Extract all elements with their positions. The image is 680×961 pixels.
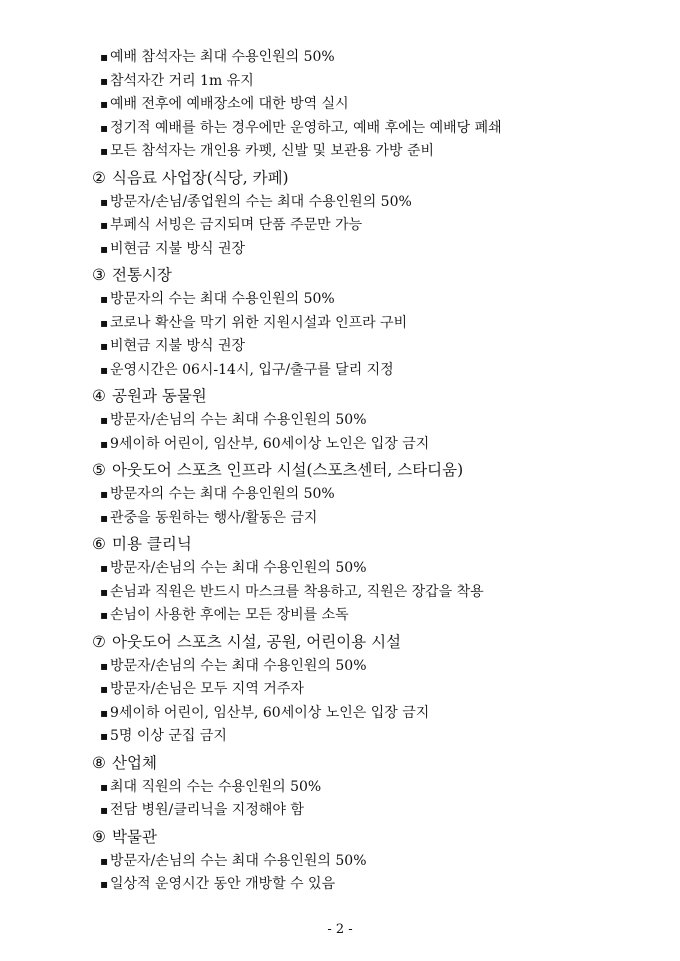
section-number: ④ (92, 387, 106, 405)
bullet-icon: ▪ (100, 436, 109, 451)
section-list-item (100, 485, 335, 503)
bullet-icon: ▪ (100, 339, 109, 353)
bullet-icon: ▪ (100, 413, 109, 427)
section-list-item (100, 240, 245, 258)
bullet-icon: ▪ (100, 362, 109, 377)
list-item-text: 방문자/손님은 모두 지역 거주자 (110, 681, 304, 697)
section-list-item (100, 361, 394, 379)
section-list-item (100, 606, 349, 624)
list-item-text: 비현금 지불 방식 권장 (110, 240, 246, 257)
intro-list-item (100, 119, 502, 137)
section-heading (92, 535, 192, 553)
section-title: 전통시장 (112, 266, 172, 284)
list-item-text: 모든 참석자는 개인용 카펫, 신발 및 보관용 가방 준비 (110, 143, 435, 159)
list-item-text: 예배 참석자는 최대 수용인원의 50% (110, 49, 335, 65)
section-number: ⑨ (92, 827, 106, 846)
bullet-icon: ▪ (100, 561, 109, 575)
bullet-icon: ▪ (100, 729, 109, 743)
section-heading (92, 633, 401, 651)
bullet-icon: ▪ (100, 487, 109, 501)
list-item-text: 참석자간 거리 1m 유지 (110, 72, 254, 89)
list-item-text: 예배 전후에 예배장소에 대한 방역 실시 (110, 96, 349, 112)
list-item-text: 9세이하 어린이, 임산부, 60세이상 노인은 입장 금지 (110, 704, 430, 721)
section-list-item (100, 583, 484, 601)
section-heading (92, 266, 172, 284)
section-number: ② (92, 168, 106, 187)
list-item-text: 방문자의 수는 최대 수용인원의 50% (110, 291, 335, 307)
list-item-text: 방문자/손님/종업원의 수는 최대 수용인원의 50% (110, 193, 412, 210)
bullet-icon: ▪ (100, 73, 109, 88)
list-item-text: 손님과 직원은 반드시 마스크를 착용하고, 직원은 장갑을 착용 (110, 583, 484, 600)
bullet-icon: ▪ (100, 608, 109, 622)
list-item-text: 전담 병원/클리닉을 지정해야 함 (110, 802, 304, 818)
section-heading (92, 461, 463, 479)
bullet-icon: ▪ (100, 120, 109, 135)
list-item-text: 비현금 지불 방식 권장 (110, 338, 246, 354)
section-list-item (100, 727, 227, 745)
section-list-item (100, 559, 367, 577)
section-title: 식음료 사업장(식당, 카페) (112, 168, 289, 187)
bullet-icon: ▪ (100, 803, 109, 817)
section-title: 산업체 (112, 753, 157, 772)
section-heading (92, 169, 289, 187)
section-number: ③ (92, 266, 106, 284)
bullet-icon: ▪ (100, 97, 109, 111)
bullet-icon: ▪ (100, 144, 109, 158)
list-item-text: 방문자/손님의 수는 최대 수용인원의 50% (110, 412, 367, 428)
bullet-icon: ▪ (100, 218, 109, 232)
list-item-text: 5명 이상 군집 금지 (110, 728, 227, 744)
list-item-text: 최대 직원의 수는 수용인원의 50% (110, 778, 322, 795)
list-item-text: 방문자/손님의 수는 최대 수용인원의 50% (110, 657, 367, 674)
section-title: 아웃도어 스포츠 인프라 시설(스포츠센터, 스타디움) (112, 461, 464, 479)
bullet-icon: ▪ (100, 50, 109, 64)
list-item-text: 운영시간은 06시-14시, 입구/출구를 달리 지정 (110, 361, 394, 378)
bullet-icon: ▪ (100, 682, 109, 696)
section-title: 박물관 (112, 827, 157, 846)
list-item-text: 정기적 예배를 하는 경우에만 운영하고, 예배 후에는 예배당 폐쇄 (110, 119, 502, 136)
section-list-item (100, 680, 304, 698)
section-list-item (100, 435, 429, 453)
list-item-text: 방문자/손님의 수는 최대 수용인원의 50% (110, 852, 367, 869)
bullet-icon: ▪ (100, 877, 109, 891)
section-list-item (100, 801, 304, 819)
section-list-item (100, 411, 367, 429)
list-item-text: 일상적 운영시간 동안 개방할 수 있음 (110, 876, 336, 892)
list-item-text: 코로나 확산을 막기 위한 지원시설과 인프라 구비 (110, 314, 408, 331)
section-list-item (100, 337, 245, 355)
section-number: ⑤ (92, 461, 106, 479)
section-list-item (100, 875, 335, 893)
section-list-item (100, 193, 412, 211)
bullet-icon: ▪ (100, 315, 109, 330)
section-title: 공원과 동물원 (112, 387, 207, 405)
bullet-icon: ▪ (100, 510, 109, 525)
list-item-text: 관중을 동원하는 행사/활동은 금지 (110, 509, 318, 526)
section-list-item (100, 314, 407, 332)
list-item-text: 부페식 서빙은 금지되며 단품 주문만 가능 (110, 217, 363, 233)
bullet-icon: ▪ (100, 779, 109, 794)
bullet-icon: ▪ (100, 658, 109, 673)
list-item-text: 방문자의 수는 최대 수용인원의 50% (110, 486, 335, 502)
section-list-item (100, 290, 335, 308)
list-item-text: 방문자/손님의 수는 최대 수용인원의 50% (110, 560, 367, 576)
bullet-icon: ▪ (100, 292, 109, 306)
section-list-item (100, 778, 321, 796)
section-number: ⑧ (92, 753, 106, 772)
section-title: 미용 클리닉 (112, 535, 192, 553)
bullet-icon: ▪ (100, 241, 109, 256)
section-list-item (100, 216, 362, 234)
list-item-text: 손님이 사용한 후에는 모든 장비를 소독 (110, 607, 349, 623)
bullet-icon: ▪ (100, 584, 109, 599)
section-list-item (100, 704, 429, 722)
bullet-icon: ▪ (100, 853, 109, 868)
list-item-text: 9세이하 어린이, 임산부, 60세이상 노인은 입장 금지 (110, 435, 430, 452)
bullet-icon: ▪ (100, 705, 109, 720)
section-heading (92, 828, 157, 846)
section-number: ⑥ (92, 535, 106, 553)
section-number: ⑦ (92, 632, 106, 651)
intro-list-item (100, 142, 434, 160)
intro-list-item (100, 72, 254, 90)
page-number: - 2 - (327, 922, 353, 937)
section-list-item (100, 852, 367, 870)
bullet-icon: ▪ (100, 194, 109, 209)
section-list-item (100, 509, 317, 527)
section-heading (92, 754, 157, 772)
section-title: 아웃도어 스포츠 시설, 공원, 어린이용 시설 (112, 632, 402, 651)
intro-list-item (100, 48, 335, 66)
section-heading (92, 387, 207, 405)
section-list-item (100, 657, 367, 675)
intro-list-item (100, 95, 349, 113)
